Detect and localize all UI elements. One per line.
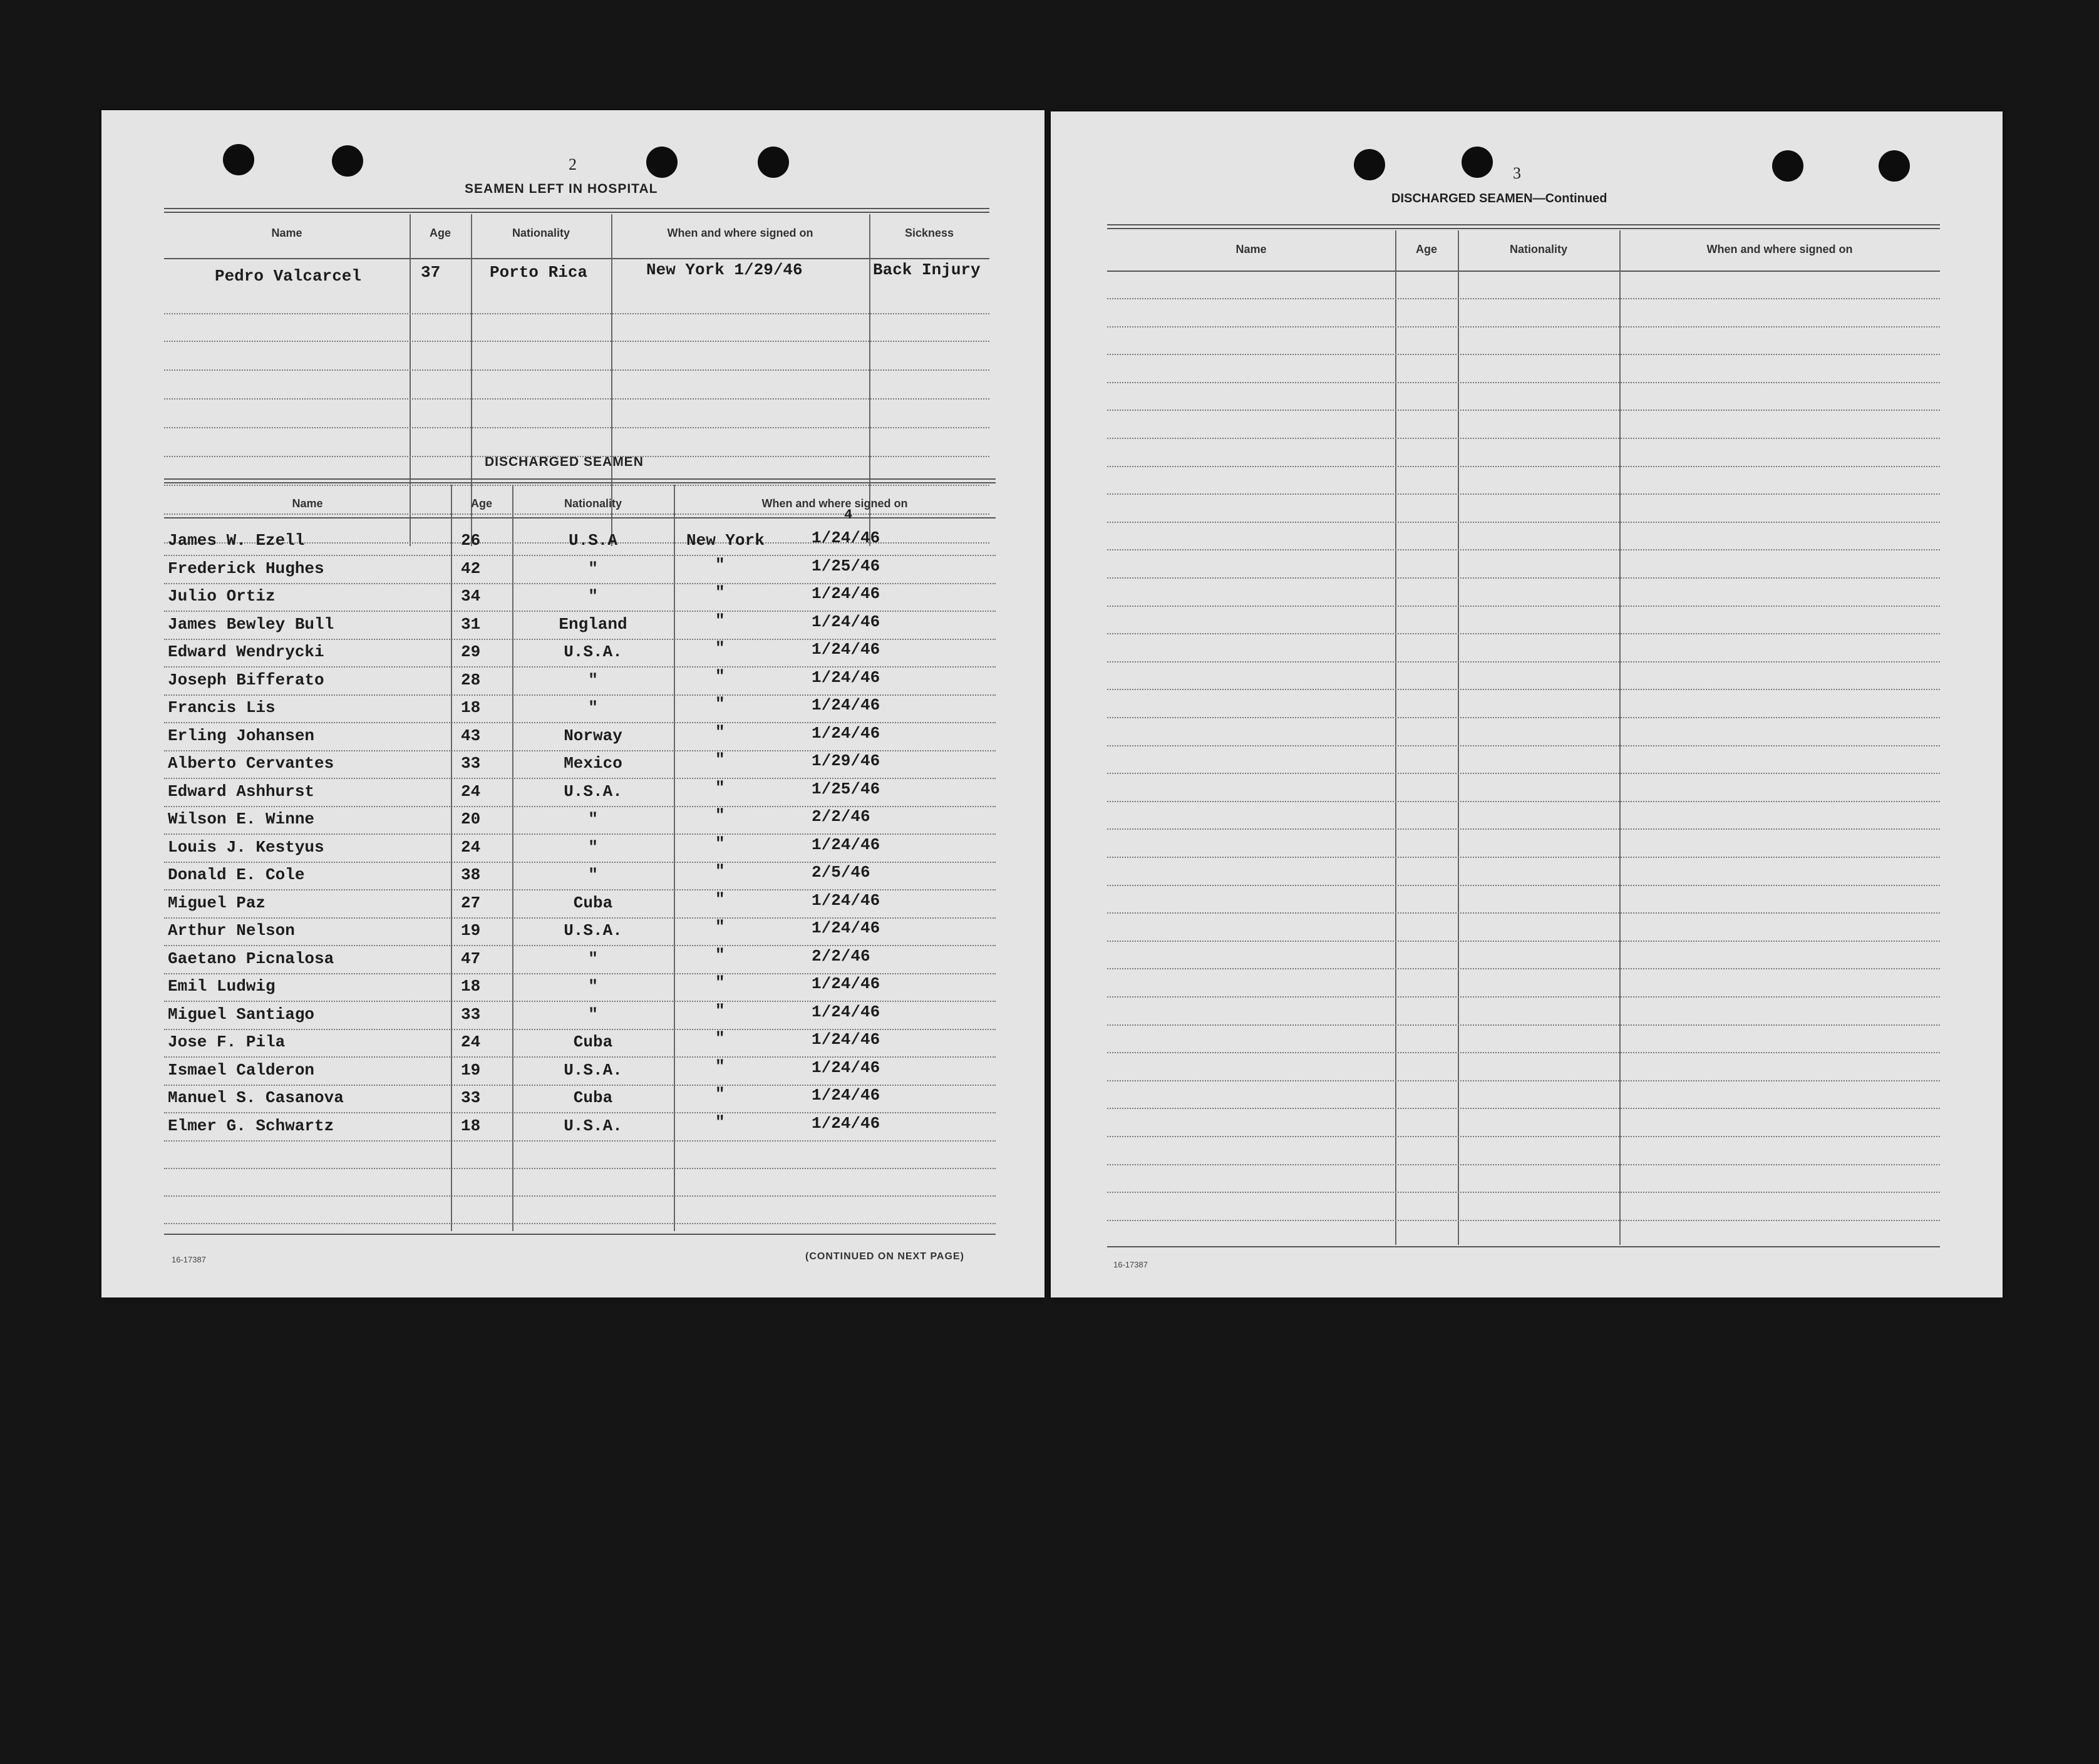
table-rule bbox=[164, 208, 989, 209]
seaman-signed-place: " bbox=[715, 1001, 725, 1020]
row-rule bbox=[1107, 549, 1940, 550]
row-rule bbox=[164, 1223, 996, 1224]
seaman-age: 20 bbox=[461, 810, 481, 828]
column-header: Name bbox=[271, 227, 302, 239]
row-rule bbox=[164, 806, 996, 807]
seaman-age: 33 bbox=[461, 1004, 481, 1024]
punch-hole bbox=[1879, 150, 1910, 182]
row-rule bbox=[1107, 801, 1940, 802]
seaman-nationality: " bbox=[588, 559, 598, 578]
row-rule bbox=[1107, 941, 1940, 942]
table-bottom-rule bbox=[1107, 1246, 1940, 1247]
seaman-signed-date: 1/25/46 bbox=[812, 779, 880, 798]
hospital-age: 37 bbox=[421, 263, 441, 282]
seaman-nationality: " bbox=[588, 670, 598, 689]
form-number: 16-17387 bbox=[172, 1255, 206, 1264]
seaman-nationality: " bbox=[588, 810, 598, 828]
seaman-age: 18 bbox=[461, 698, 481, 717]
row-rule bbox=[1107, 773, 1940, 774]
column-header: Age bbox=[1415, 243, 1437, 255]
seaman-signed-place: " bbox=[715, 1029, 725, 1048]
seaman-signed-date: 1/24/46 bbox=[812, 835, 880, 854]
column-divider bbox=[674, 485, 675, 1231]
seaman-name: Edward Ashhurst bbox=[168, 781, 315, 801]
seaman-signed-date: 1/24/46 bbox=[812, 723, 880, 743]
row-rule bbox=[1107, 857, 1940, 858]
row-rule bbox=[1107, 1192, 1940, 1193]
seaman-name: Erling Johansen bbox=[168, 726, 315, 745]
header-rule bbox=[1107, 271, 1940, 272]
seaman-nationality: Cuba bbox=[573, 893, 613, 912]
discharged-section-title: DISCHARGED SEAMEN bbox=[485, 455, 644, 469]
seaman-name: Elmer G. Schwartz bbox=[168, 1116, 334, 1135]
seaman-age: 28 bbox=[461, 670, 481, 689]
row-rule bbox=[164, 1195, 996, 1197]
row-rule bbox=[164, 862, 996, 863]
row-rule bbox=[1107, 828, 1940, 830]
seaman-name: Francis Lis bbox=[168, 698, 276, 717]
seaman-name: Louis J. Kestyus bbox=[168, 837, 324, 857]
row-rule bbox=[1107, 466, 1940, 467]
seaman-age: 31 bbox=[461, 614, 481, 634]
seaman-age: 18 bbox=[461, 1116, 481, 1135]
seaman-age: 19 bbox=[461, 921, 481, 940]
column-header: Age bbox=[429, 227, 451, 239]
column-header: Name bbox=[292, 497, 323, 510]
seaman-nationality: " bbox=[588, 1004, 598, 1024]
row-rule bbox=[1107, 996, 1940, 998]
seaman-nationality: U.S.A. bbox=[564, 1060, 622, 1080]
table-rule bbox=[1107, 224, 1940, 225]
left-page bbox=[101, 110, 1044, 1297]
seaman-signed-date: 1/25/46 bbox=[812, 556, 880, 575]
seaman-name: Alberto Cervantes bbox=[168, 754, 334, 773]
seaman-name: Donald E. Cole bbox=[168, 865, 305, 884]
seaman-nationality: " bbox=[588, 587, 598, 606]
seaman-nationality: U.S.A bbox=[568, 531, 617, 550]
column-divider bbox=[869, 214, 870, 546]
continued-note: (CONTINUED ON NEXT PAGE) bbox=[805, 1251, 964, 1262]
seaman-name: Edward Wendrycki bbox=[168, 642, 324, 661]
seaman-signed-date: 1/24/46 bbox=[812, 974, 880, 993]
hospital-name: Pedro Valcarcel bbox=[214, 267, 362, 286]
punch-hole bbox=[1354, 149, 1385, 180]
row-rule bbox=[164, 341, 989, 342]
seaman-signed-place: " bbox=[715, 833, 725, 853]
header-rule bbox=[164, 517, 996, 518]
column-header: When and where signed on bbox=[761, 497, 908, 510]
row-rule bbox=[1107, 912, 1940, 914]
seaman-signed-date: 1/24/46 bbox=[812, 668, 880, 687]
punch-hole bbox=[1462, 147, 1493, 178]
seaman-signed-date: 1/24/46 bbox=[812, 919, 880, 937]
seaman-name: Emil Ludwig bbox=[168, 977, 276, 996]
table-bottom-rule bbox=[164, 1234, 996, 1235]
seaman-signed-date: 1/24/46 bbox=[812, 1002, 880, 1021]
seaman-name: Gaetano Picnalosa bbox=[168, 949, 334, 968]
seaman-signed-place: " bbox=[715, 778, 725, 797]
seaman-name: Julio Ortiz bbox=[168, 587, 276, 606]
hospital-signed-on: New York 1/29/46 bbox=[646, 260, 803, 279]
seaman-nationality: " bbox=[588, 865, 598, 884]
header-rule bbox=[164, 258, 989, 259]
seaman-signed-date: 1/24/46 bbox=[812, 640, 880, 659]
row-rule bbox=[164, 427, 989, 428]
row-rule bbox=[1107, 326, 1940, 328]
table-rule bbox=[164, 212, 989, 213]
row-rule bbox=[1107, 410, 1940, 411]
seaman-name: James W. Ezell bbox=[168, 531, 305, 550]
seaman-name: Manuel S. Casanova bbox=[168, 1088, 344, 1107]
seaman-name: Ismael Calderon bbox=[168, 1060, 315, 1080]
row-rule bbox=[164, 369, 989, 371]
row-rule bbox=[1107, 745, 1940, 746]
hospital-sickness: Back Injury bbox=[873, 260, 981, 279]
seaman-signed-place: " bbox=[715, 694, 725, 713]
seaman-signed-date: 1/24/46 bbox=[812, 696, 880, 714]
row-rule bbox=[164, 945, 996, 946]
seaman-signed-date: 2/5/46 bbox=[812, 863, 870, 882]
seaman-signed-date: 1/24/46 bbox=[812, 1113, 880, 1133]
page-number: 3 bbox=[1513, 164, 1521, 182]
seaman-nationality: U.S.A. bbox=[564, 921, 622, 940]
row-rule bbox=[1107, 1136, 1940, 1137]
seaman-name: Jose F. Pila bbox=[168, 1033, 286, 1051]
seaman-signed-place: " bbox=[715, 862, 725, 880]
row-rule bbox=[164, 1168, 996, 1169]
row-rule bbox=[1107, 885, 1940, 886]
seaman-signed-date: 1/24/46 bbox=[812, 612, 880, 631]
row-rule bbox=[1107, 1164, 1940, 1165]
seaman-signed-place: " bbox=[715, 639, 725, 658]
seaman-nationality: " bbox=[588, 698, 598, 717]
seaman-nationality: U.S.A. bbox=[564, 642, 622, 661]
row-rule bbox=[1107, 438, 1940, 439]
seaman-signed-place: " bbox=[715, 806, 725, 825]
row-rule bbox=[1107, 1052, 1940, 1053]
row-rule bbox=[1107, 522, 1940, 523]
continued-section-title: DISCHARGED SEAMEN—Continued bbox=[1391, 192, 1607, 205]
column-header: When and where signed on bbox=[1706, 243, 1853, 255]
seaman-nationality: Cuba bbox=[573, 1088, 613, 1107]
seaman-nationality: Norway bbox=[564, 726, 622, 745]
column-header: Age bbox=[470, 497, 492, 510]
punch-hole bbox=[1772, 150, 1803, 182]
seaman-signed-place: " bbox=[715, 1112, 725, 1132]
seaman-signed-place: " bbox=[715, 945, 725, 964]
seaman-age: 27 bbox=[461, 893, 481, 912]
hospital-section-title: SEAMEN LEFT IN HOSPITAL bbox=[465, 182, 658, 196]
row-rule bbox=[1107, 1024, 1940, 1026]
punch-hole bbox=[332, 145, 363, 177]
page-number: 2 bbox=[569, 155, 577, 173]
row-rule bbox=[164, 1140, 996, 1142]
seaman-age: 47 bbox=[461, 949, 481, 968]
column-header: When and where signed on bbox=[667, 227, 813, 239]
row-rule bbox=[1107, 382, 1940, 383]
seaman-signed-place: " bbox=[715, 1056, 725, 1076]
seaman-signed-date: 1/29/46 bbox=[812, 751, 880, 770]
seaman-nationality: U.S.A. bbox=[564, 781, 622, 801]
seaman-signed-date: 1/24/46 bbox=[812, 1030, 880, 1049]
seaman-age: 24 bbox=[461, 781, 481, 801]
seaman-signed-date: 1/24/46 bbox=[812, 890, 880, 910]
seaman-nationality: Mexico bbox=[564, 754, 622, 773]
seaman-age: 38 bbox=[461, 865, 481, 884]
seaman-signed-date: 1/24/46 bbox=[812, 529, 880, 547]
seaman-age: 42 bbox=[461, 559, 481, 578]
form-number: 16-17387 bbox=[1113, 1260, 1148, 1269]
row-rule bbox=[164, 513, 989, 515]
seaman-nationality: U.S.A. bbox=[564, 1116, 622, 1135]
row-rule bbox=[1107, 968, 1940, 969]
row-rule bbox=[164, 485, 989, 486]
seaman-signed-date: 1/24/46 bbox=[812, 584, 880, 603]
punch-hole bbox=[646, 147, 678, 178]
seaman-signed-date: 1/24/46 bbox=[812, 1058, 880, 1077]
hospital-nationality: Porto Rica bbox=[490, 263, 588, 282]
column-header: Nationality bbox=[1509, 243, 1567, 255]
seaman-signed-date: 2/2/46 bbox=[812, 807, 870, 826]
column-header: Nationality bbox=[512, 227, 570, 239]
seaman-nationality: " bbox=[588, 977, 598, 996]
row-rule bbox=[1107, 577, 1940, 579]
seaman-signed-place: " bbox=[715, 973, 725, 992]
row-rule bbox=[164, 313, 989, 314]
row-rule bbox=[1107, 298, 1940, 299]
seaman-age: 34 bbox=[461, 587, 481, 606]
seaman-age: 29 bbox=[461, 642, 481, 661]
seaman-nationality: " bbox=[588, 949, 598, 968]
punch-hole bbox=[223, 144, 254, 175]
row-rule bbox=[1107, 493, 1940, 495]
seaman-signed-place: " bbox=[715, 1085, 725, 1103]
seaman-name: Miguel Santiago bbox=[168, 1004, 315, 1024]
seaman-name: Wilson E. Winne bbox=[168, 810, 315, 828]
seaman-signed-place: " bbox=[715, 555, 725, 574]
row-rule bbox=[1107, 661, 1940, 663]
column-header: Sickness bbox=[904, 227, 954, 239]
seaman-nationality: " bbox=[588, 837, 598, 857]
seaman-age: 26 bbox=[461, 531, 481, 550]
seaman-age: 33 bbox=[461, 754, 481, 773]
seaman-signed-place: " bbox=[715, 666, 725, 686]
punch-hole bbox=[758, 147, 789, 178]
table-rule bbox=[164, 482, 996, 483]
row-rule bbox=[164, 398, 989, 400]
seaman-signed-place: " bbox=[715, 722, 725, 741]
row-rule bbox=[1107, 354, 1940, 355]
right-page bbox=[1051, 111, 2003, 1297]
seaman-signed-date: 2/2/46 bbox=[812, 946, 870, 966]
column-header: Name bbox=[1235, 243, 1267, 255]
seaman-nationality: England bbox=[559, 614, 627, 634]
row-rule bbox=[164, 456, 989, 457]
seaman-signed-place: " bbox=[715, 750, 725, 769]
seaman-age: 24 bbox=[461, 1033, 481, 1051]
table-rule bbox=[1107, 228, 1940, 229]
seaman-age: 43 bbox=[461, 726, 481, 745]
table-rule bbox=[164, 478, 996, 480]
seaman-signed-place: " bbox=[715, 889, 725, 909]
column-divider bbox=[471, 214, 472, 546]
seaman-name: Joseph Bifferato bbox=[168, 670, 324, 689]
seaman-signed-place: " bbox=[715, 611, 725, 630]
seaman-name: James Bewley Bull bbox=[168, 614, 334, 634]
seaman-name: Miguel Paz bbox=[168, 893, 266, 912]
row-rule bbox=[1107, 1080, 1940, 1081]
seaman-name: Frederick Hughes bbox=[168, 559, 324, 578]
seaman-signed-place: New York bbox=[686, 531, 765, 550]
seaman-signed-date: 1/24/46 bbox=[812, 1086, 880, 1105]
seaman-nationality: Cuba bbox=[573, 1033, 613, 1051]
row-rule bbox=[1107, 717, 1940, 718]
seaman-signed-place: " bbox=[715, 583, 725, 602]
seaman-age: 18 bbox=[461, 977, 481, 996]
column-divider bbox=[611, 214, 612, 546]
seaman-age: 24 bbox=[461, 837, 481, 857]
column-divider bbox=[451, 485, 452, 1231]
seaman-age: 19 bbox=[461, 1060, 481, 1080]
row-rule bbox=[1107, 1220, 1940, 1221]
date-correction: 4 bbox=[844, 507, 853, 523]
row-rule bbox=[1107, 633, 1940, 634]
seaman-name: Arthur Nelson bbox=[168, 921, 295, 940]
row-rule bbox=[1107, 1108, 1940, 1109]
column-header: Nationality bbox=[564, 497, 622, 510]
column-divider bbox=[410, 214, 411, 546]
seaman-age: 33 bbox=[461, 1088, 481, 1107]
seaman-signed-place: " bbox=[715, 917, 725, 936]
row-rule bbox=[1107, 606, 1940, 607]
row-rule bbox=[1107, 689, 1940, 690]
